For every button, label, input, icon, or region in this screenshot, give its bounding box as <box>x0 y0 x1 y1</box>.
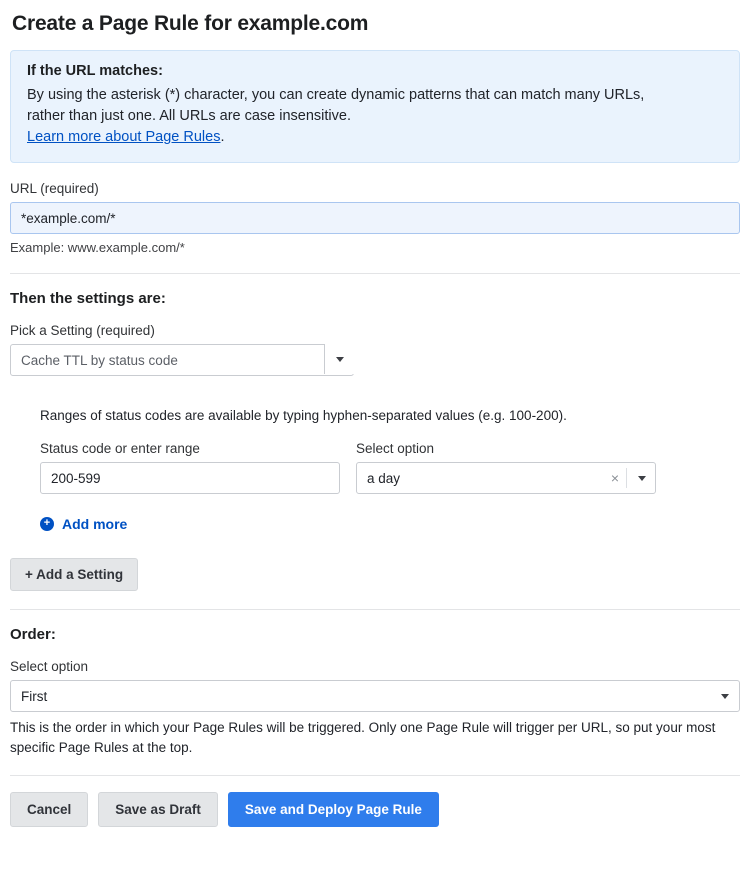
cancel-button[interactable]: Cancel <box>10 792 88 827</box>
add-more-button[interactable] <box>40 516 740 532</box>
url-example-hint: Example: www.example.com/* <box>10 240 185 256</box>
order-hint-line1: This is the order in which your Page Rules will be triggered. Only one Page Rule will trigger per URL, so put your <box>10 720 683 736</box>
ttl-option-select[interactable] <box>356 462 656 494</box>
save-deploy-button[interactable]: Save and Deploy Page Rule <box>228 792 439 827</box>
ttl-option-value: a day <box>367 470 401 486</box>
status-code-group <box>40 441 340 494</box>
info-box-period: . <box>220 129 225 146</box>
chevron-down-icon[interactable] <box>638 476 646 481</box>
divider-order <box>10 609 740 610</box>
clear-icon[interactable]: × <box>610 470 619 487</box>
info-box-body <box>27 85 723 148</box>
status-option-row <box>40 441 740 494</box>
order-select[interactable] <box>10 680 740 712</box>
order-select-value: First <box>21 688 48 704</box>
page-title: Create a Page Rule for example.com <box>12 12 369 35</box>
status-code-input[interactable] <box>40 462 340 494</box>
setting-picker-value: Cache TTL by status code <box>21 352 178 368</box>
url-match-info-box <box>10 50 740 163</box>
url-field-label: URL (required) <box>10 181 99 197</box>
chevron-down-icon[interactable] <box>721 694 729 699</box>
info-box-title: If the URL matches: <box>27 63 163 79</box>
plus-icon: + <box>40 517 54 531</box>
setting-picker-label: Pick a Setting (required) <box>10 323 155 339</box>
setting-picker-wrap <box>10 344 354 376</box>
order-hint-line2: most specific Page Rules at the top. <box>10 720 716 755</box>
ttl-option-group <box>356 441 656 494</box>
setting-picker-select[interactable] <box>10 344 354 376</box>
info-box-line1: By using the asterisk (*) character, you can create dynamic patterns that can match many URLs, <box>27 87 645 103</box>
settings-heading: Then the settings are: <box>10 290 166 308</box>
chevron-down-icon[interactable] <box>324 344 354 374</box>
form-actions <box>10 792 740 827</box>
save-draft-button[interactable]: Save as Draft <box>98 792 218 827</box>
status-code-label: Status code or enter range <box>40 441 200 457</box>
combo-separator <box>626 468 627 488</box>
info-box-line2: rather than just one. All URLs are case insensitive. <box>27 108 351 125</box>
order-heading: Order: <box>10 626 56 644</box>
url-input[interactable] <box>10 202 740 234</box>
page-rule-form <box>0 12 750 827</box>
status-code-note: Ranges of status codes are available by typing hyphen-separated values (e.g. 100-200). <box>40 408 567 424</box>
add-more-label: Add more <box>62 516 128 533</box>
divider-top <box>10 273 740 274</box>
add-setting-button[interactable]: + Add a Setting <box>10 558 138 591</box>
order-hint <box>10 718 740 757</box>
learn-more-link[interactable]: Learn more about Page Rules <box>27 129 221 146</box>
divider-footer <box>10 775 740 776</box>
cache-ttl-settings <box>10 408 740 532</box>
order-select-label: Select option <box>10 659 89 675</box>
ttl-option-label: Select option <box>356 441 435 457</box>
